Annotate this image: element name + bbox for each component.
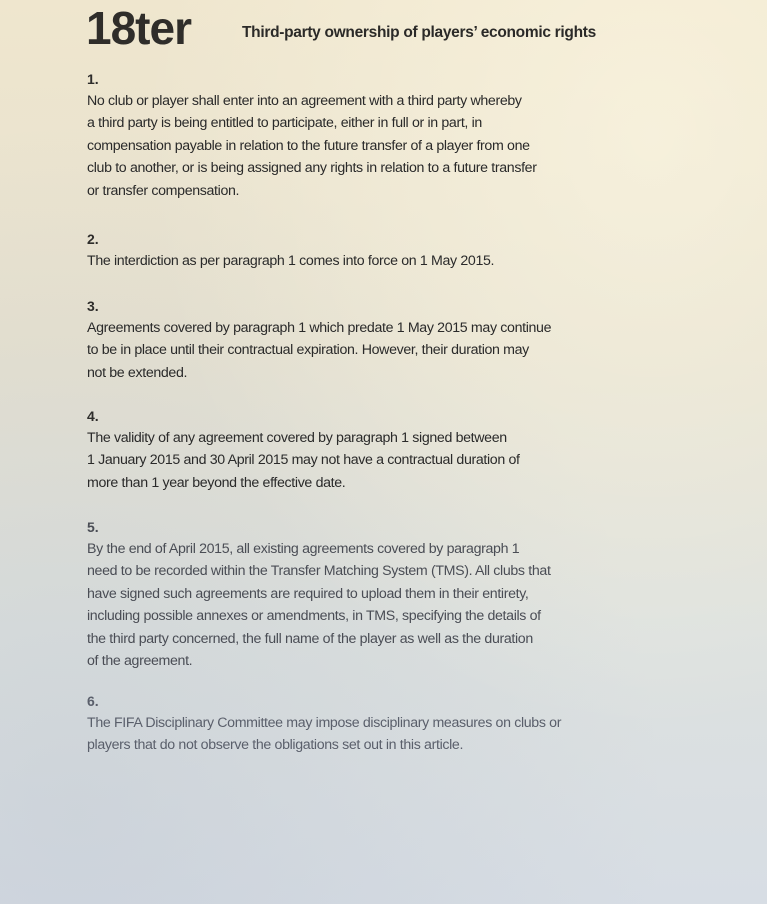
paragraph-number: 5.	[87, 519, 99, 535]
article-title: Third-party ownership of players’ economic rights	[242, 24, 596, 41]
paragraph-number: 3.	[87, 298, 99, 314]
paragraph-text: No club or player shall enter into an agreement with a third party whereby a third party is being entitled to participate, either in full or in part, in compensation payable in relation to the future transfer of a player from one club to another, or is being assigned any rights in relation to a future transfer or transfer compensation.	[87, 93, 537, 199]
paragraph-6	[87, 690, 687, 757]
paragraph-text: By the end of April 2015, all existing agreements covered by paragraph 1 need to be recorded within the Transfer Matching System (TMS). All clubs that have signed such agreements are required to upload them in their entirety, including possible annexes or amendments, in TMS, specifying the details of the third party concerned, the full name of the player as well as the duration of the agreement.	[87, 541, 551, 670]
paragraph-3	[87, 295, 687, 384]
paragraph-5	[87, 516, 687, 672]
article-number: 18ter	[86, 2, 191, 54]
paragraph-number: 1.	[87, 71, 99, 87]
paragraph-text: The interdiction as per paragraph 1 comes into force on 1 May 2015.	[87, 253, 495, 269]
article-header	[86, 0, 726, 60]
paragraph-text: Agreements covered by paragraph 1 which predate 1 May 2015 may continue to be in place until their contractual expiration. However, their duration may not be extended.	[87, 320, 552, 381]
paragraph-4	[87, 405, 687, 494]
paragraph-2	[87, 228, 687, 272]
paragraph-number: 2.	[87, 231, 99, 247]
paragraph-number: 4.	[87, 408, 99, 424]
paragraph-text: The FIFA Disciplinary Committee may impose disciplinary measures on clubs or players that do not observe the obligations set out in this article.	[87, 715, 562, 754]
paragraph-1	[87, 68, 687, 202]
paragraph-number: 6.	[87, 693, 99, 709]
paragraph-text: The validity of any agreement covered by paragraph 1 signed between 1 January 2015 and 30 April 2015 may not have a contractual duration of more than 1 year beyond the effective date.	[87, 430, 520, 491]
